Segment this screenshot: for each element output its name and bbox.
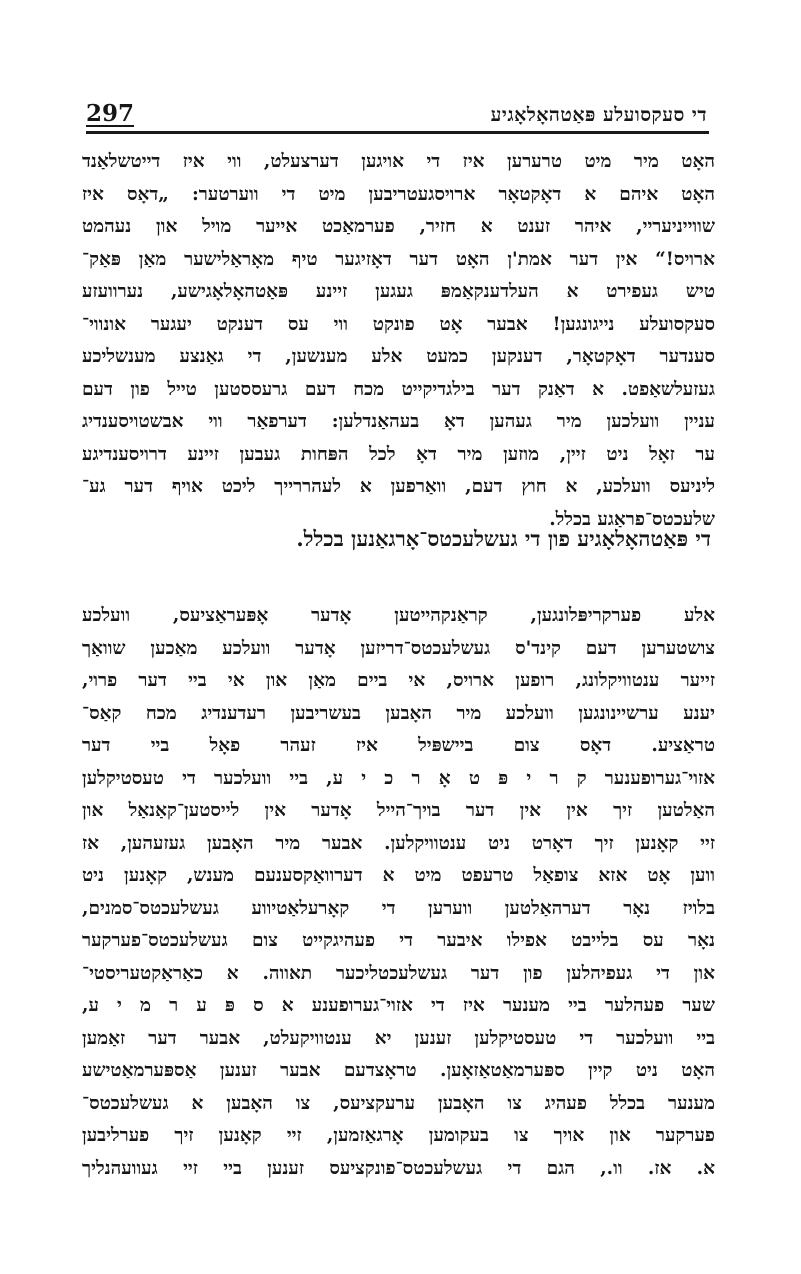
- text-line: ווען אָט אזא צופאַל טרעפט מיט א דערוואַקסענעם מענש, קאָנען ניט: [82, 865, 715, 886]
- running-title: די סעקסועלע פּאַטהאָלאָגיע: [490, 104, 707, 126]
- text-line: שלעכטס־פראַגע בכלל.: [549, 508, 715, 530]
- text-line: מענער בכלל פעהיג צו האָבען ערעקציעס, צו האָבען א געשלעכטס־: [82, 1092, 715, 1114]
- page-number: 297: [86, 100, 135, 127]
- paragraph-2: [82, 600, 715, 1185]
- text-line: א. אז. וו., הגם די געשלעכטס־פונקציעס זענען ביי זיי געוועהנליך: [82, 1157, 715, 1179]
- text-line: פערקער און אויך צו בעקומען אָרגאַזמען, זיי קאָנען זיך פערליבען: [82, 1125, 715, 1146]
- text-line: געזעלשאַפט. א דאַנק דער בילגדיקייט מכח דעם גרעססטען טייל פון דעם: [82, 378, 715, 400]
- text-line: סענדער דאָקטאָר, דענקען כמעט אלע מענשען, די גאַנצע מענשליכע: [82, 346, 715, 367]
- text-line: יענע ערשיינונגען וועלכע מיר האָבען בעשריבען רעדענדיג מכח קאַס־: [82, 702, 715, 724]
- text-line: סעקסועלע נייגונגען! אבער אָט פונקט ווי עס דענקט יעגער אונווי־: [82, 313, 715, 335]
- text-line: טראַציע. דאָס צום ביישפּיל איז זעהר פאָל ביי דער: [82, 735, 715, 756]
- text-line: האָט מיר מיט טרערען איז די אויגען דערצעלט, ווי איז דייטשלאַנד: [82, 151, 715, 172]
- paragraph-1: [82, 146, 715, 536]
- text-line: אלע פערקריפּלונגען, קראַנקהייטען אָדער אָפּעראַציעס, וועלכע: [82, 605, 715, 626]
- text-line: שווייניעריי, איהר זענט א חזיר, פערמאַכט אייער מויל און נעהמט: [82, 216, 715, 237]
- page-header: [86, 98, 709, 134]
- text-line: ער זאָל ניט זיין, מוזען מיר דאָ לכל הפּחות געבען זיינע דרויסענדיגע: [82, 443, 715, 465]
- text-line: האָט איהם א דאָקטאָר ארויסגעטריבען מיט די ווערטער: „דאָס איז: [82, 183, 715, 205]
- text-line: האָט ניט קיין ספּערמאַטאַזאָען. טראָצדעם אבער זענען אַספּערמאַטישע: [82, 1060, 715, 1081]
- text-line: ארויס!“ אין דער אמת'ן האָט דער דאָזיגער טיף מאָראַלישער מאַן פּאַק־: [82, 248, 715, 270]
- text-line: ליניעס וועלכע, א חוץ דעם, וואַרפען א לעהררייך ליכט אויף דער גע־: [82, 476, 715, 497]
- text-line: און די געפיהלען פון דער געשלעכטליכער תאווה. א כאַראַקטעריסטי־: [82, 962, 715, 984]
- text-line: צושטערען דעם קינד'ס געשלעכטס־דריזען אָדער וועלכע מאַכען שוואַך: [82, 637, 715, 659]
- text-line: עניין וועלכען מיר געהען דאָ בעהאַנדלען: דערפאַר ווי אבשטויסענדיג: [82, 411, 715, 432]
- header-rule: [86, 131, 709, 134]
- text-line: זיי קאָנען זיך דאָרט ניט ענטוויקלען. אבער מיר האָבען געזעהען, אז: [82, 832, 715, 854]
- text-line: זייער ענטוויקלונג, רופען ארויס, אי ביים מאַן און אי ביי דער פרוי,: [82, 670, 715, 691]
- text-line: ביי וועלכער די טעסטיקלען זענען יא ענטוויקעלט, אבער דער זאַמען: [82, 1027, 715, 1049]
- text-line: האַלטען זיך אין אין דער בויך־הייל אָדער אין לייסטען־קאַנאַל און: [82, 800, 715, 821]
- text-line: טיש געפירט א העלדענקאַמפּ געגען זיינע פּאַטהאָלאָגישע, נערוועזע: [82, 281, 715, 302]
- section-heading: די פּאַטהאָלאָגיע פון די געשלעכטס־אָרגאַנען בכלל.: [296, 526, 711, 551]
- text-line: אזוי־גערופענער ק ר י פּ ט אָ ר כ י ע, ביי וועלכער די טעסטיקלען: [82, 767, 715, 789]
- text-line: בלויז נאָר דערהאַלטען ווערען די קאָרעלאַטיווע געשלעכטס־סמנים,: [82, 897, 715, 919]
- text-line: שער פעהלער ביי מענער איז די אזוי־גערופענע א ס פּ ע ר מ י ע,: [82, 995, 715, 1016]
- text-line: נאָר עס בלייבט אפילו איבער די פעהיגקייט צום געשלעכטס־פערקער: [82, 930, 715, 951]
